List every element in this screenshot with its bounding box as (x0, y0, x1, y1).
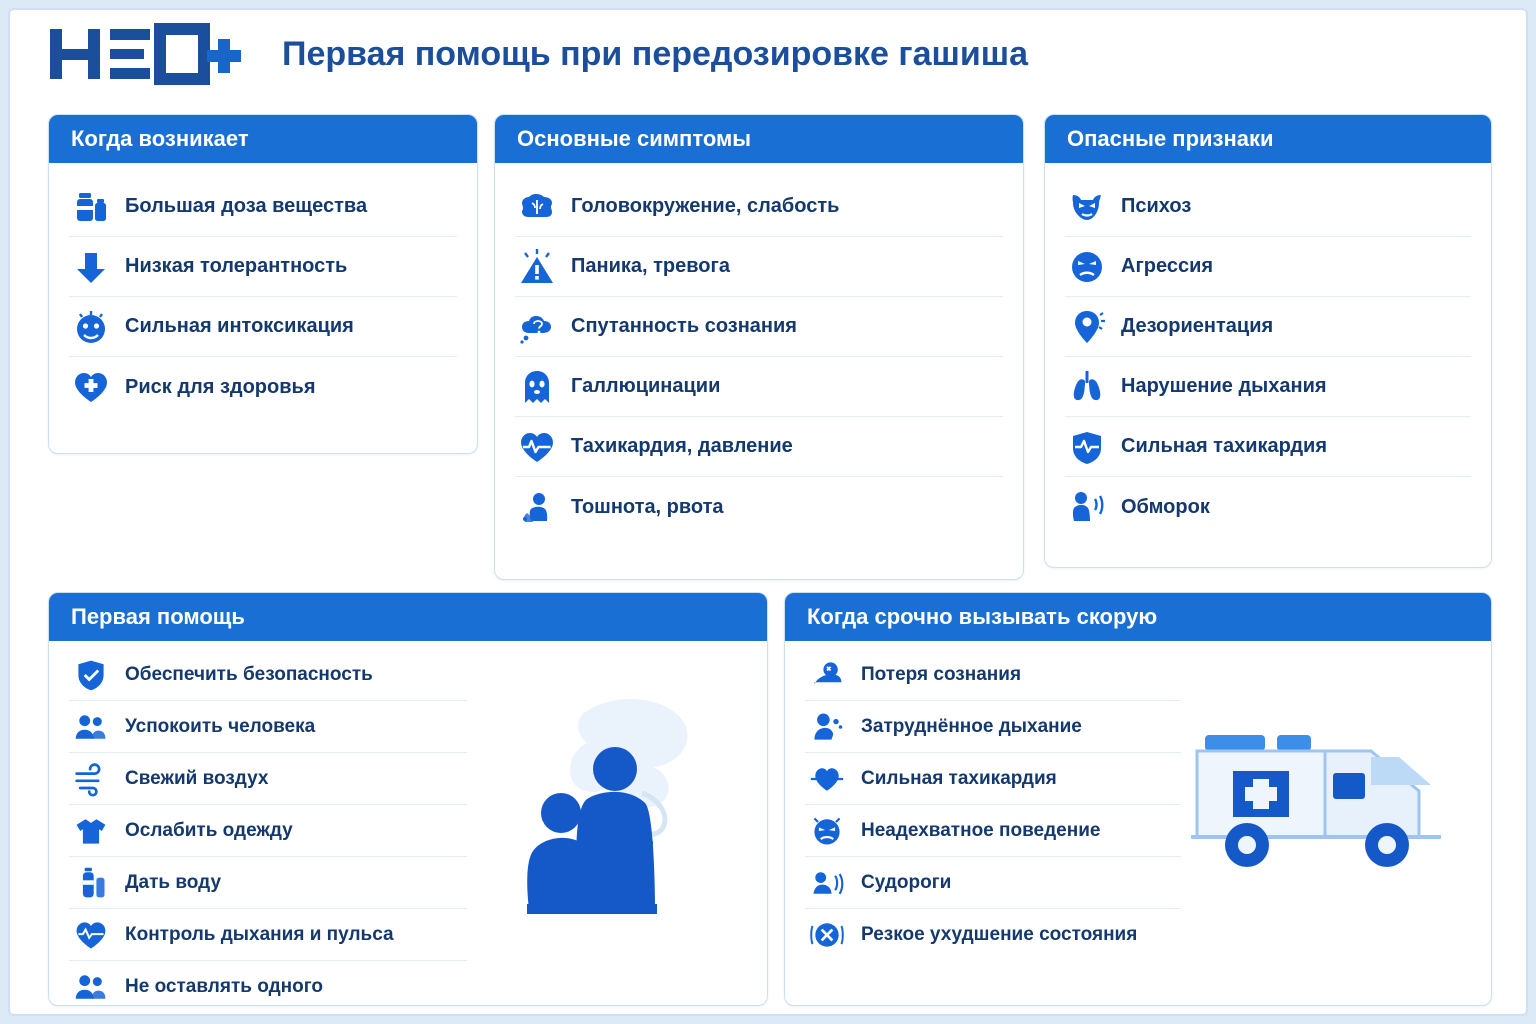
list-item-label: Психоз (1121, 195, 1192, 217)
list-item[interactable] (805, 649, 1181, 701)
list-item[interactable] (805, 909, 1181, 961)
heart-shield-pulse-icon (1065, 425, 1109, 469)
card-title: Основные симптомы (517, 126, 752, 151)
angry-face-alt-icon (805, 809, 849, 853)
list-item-label: Спутанность сознания (571, 315, 797, 337)
list-item[interactable] (69, 805, 467, 857)
list-item-label: Тошнота, рвота (571, 495, 724, 518)
poster (8, 8, 1528, 1016)
list-item[interactable] (69, 237, 457, 297)
list-item[interactable] (805, 857, 1181, 909)
vomiting-person-icon (515, 485, 559, 529)
list-item-label: Не оставлять одного (125, 976, 323, 997)
heart-cross-icon (69, 365, 113, 409)
card-header (49, 115, 477, 163)
list-item[interactable] (805, 805, 1181, 857)
two-people-icon (69, 705, 113, 749)
list-item[interactable] (515, 297, 1003, 357)
fainting-person-icon (1065, 485, 1109, 529)
card-body (49, 641, 767, 1006)
water-bottle-icon (69, 861, 113, 905)
list-item-label: Обморок (1121, 495, 1210, 518)
page-title: Первая помощь при передозировке гашиша (282, 34, 1028, 73)
list-item[interactable] (515, 177, 1003, 237)
list-item[interactable] (1065, 477, 1471, 537)
card-danger-signs (1044, 114, 1492, 568)
tshirt-icon (69, 809, 113, 853)
sharp-decline-icon (805, 913, 849, 957)
down-arrow-icon (69, 245, 113, 289)
list-item-label: Риск для здоровья (125, 375, 316, 398)
list-item[interactable] (69, 177, 457, 237)
list-item-label: Головокружение, слабость (571, 195, 840, 217)
card-header (785, 593, 1491, 641)
list-item[interactable] (69, 909, 467, 961)
card-when-occurs (48, 114, 478, 454)
card-main-symptoms (494, 114, 1024, 580)
brain-icon (515, 185, 559, 229)
card-call-ambulance (784, 592, 1492, 1006)
list-item-label: Низкая толерантность (125, 255, 348, 277)
list-item[interactable] (69, 297, 457, 357)
list-item[interactable] (1065, 237, 1471, 297)
emergency-list (805, 649, 1181, 961)
list-item[interactable] (515, 417, 1003, 477)
list-item[interactable] (805, 701, 1181, 753)
list-item[interactable] (69, 961, 467, 1006)
lungs-icon (1065, 365, 1109, 409)
card-title: Когда срочно вызывать скорую (807, 604, 1158, 629)
thought-cloud-question-icon (515, 305, 559, 349)
list-item-label: Тахикардия, давление (571, 435, 793, 457)
card-title: Опасные признаки (1067, 126, 1274, 151)
list-item-label: Затруднённое дыхание (861, 715, 1082, 737)
shield-check-icon (69, 653, 113, 697)
list-item-label: Обеспечить безопасность (125, 663, 373, 685)
heart-pulse-icon (515, 425, 559, 469)
list-item[interactable] (515, 357, 1003, 417)
list-item[interactable] (69, 701, 467, 753)
list-item-label: Агрессия (1121, 255, 1214, 277)
list-item-label: Паника, тревога (571, 255, 730, 277)
heart-monitor-icon (69, 913, 113, 957)
list-item[interactable] (1065, 417, 1471, 477)
card-header (1045, 115, 1491, 163)
card-header (495, 115, 1023, 163)
list-item[interactable] (69, 649, 467, 701)
list-item[interactable] (69, 857, 467, 909)
list-item[interactable] (515, 477, 1003, 537)
header (10, 10, 1526, 98)
location-head-icon (1065, 305, 1109, 349)
card-body (495, 163, 1023, 549)
warning-triangle-icon (515, 245, 559, 289)
list-item-label: Потеря сознания (861, 663, 1022, 685)
list-item-label: Успокоить человека (125, 715, 316, 737)
list-item[interactable] (1065, 177, 1471, 237)
card-first-aid (48, 592, 768, 1006)
card-title: Первая помощь (71, 604, 245, 629)
angry-face-icon (1065, 245, 1109, 289)
ghost-icon (515, 365, 559, 409)
list-item[interactable] (69, 357, 457, 417)
ambulance-illustration (1181, 649, 1471, 961)
list-item[interactable] (1065, 297, 1471, 357)
seizure-person-icon (805, 861, 849, 905)
list-item-label: Свежий воздух (125, 767, 269, 789)
logo (48, 23, 248, 85)
list-item-label: Сильная тахикардия (861, 767, 1057, 789)
list-item-label: Резкое ухудшение состояния (861, 924, 1138, 945)
heart-pulse-line-icon (805, 757, 849, 801)
list-item-label: Галлюцинации (571, 375, 721, 397)
unconscious-head-icon (805, 653, 849, 697)
list-item-label: Нарушение дыхания (1121, 375, 1327, 397)
breathing-difficulty-icon (805, 705, 849, 749)
list-item-label: Судороги (861, 871, 952, 893)
list-item-label: Ослабить одежду (125, 819, 293, 841)
card-body (49, 163, 477, 429)
devil-face-icon (1065, 185, 1109, 229)
two-people-icon (69, 965, 113, 1006)
neo-logo-icon (48, 23, 248, 85)
list-item[interactable] (69, 753, 467, 805)
list-item-label: Сильная тахикардия (1121, 435, 1328, 457)
list-item[interactable] (1065, 357, 1471, 417)
card-title: Когда возникает (71, 126, 249, 151)
first-aid-list (69, 649, 467, 1006)
list-item[interactable] (515, 237, 1003, 297)
dizzy-face-icon (69, 305, 113, 349)
card-header (49, 593, 767, 641)
card-body (785, 641, 1491, 973)
list-item-label: Сильная интоксикация (125, 315, 354, 337)
list-item-label: Контроль дыхания и пульса (125, 923, 394, 945)
helping-person-illustration (467, 649, 747, 1006)
list-item-label: Дать воду (125, 871, 222, 893)
list-item-label: Большая доза вещества (125, 195, 368, 217)
card-body (1045, 163, 1491, 549)
list-item[interactable] (805, 753, 1181, 805)
list-item-label: Неадехватное поведение (861, 819, 1101, 841)
list-item-label: Дезориентация (1121, 315, 1274, 337)
bottles-icon (69, 185, 113, 229)
wind-icon (69, 757, 113, 801)
